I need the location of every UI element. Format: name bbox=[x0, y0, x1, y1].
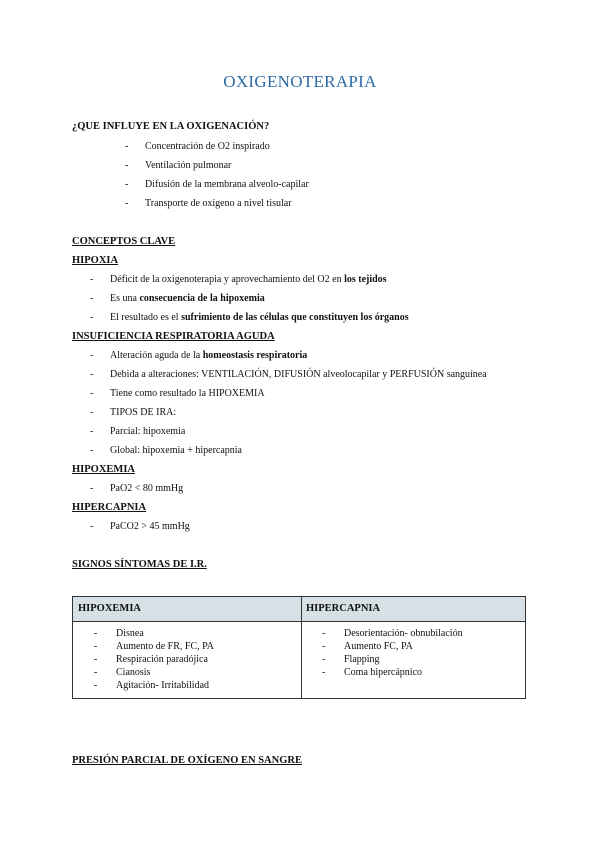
section-heading-signos: SIGNOS SÍNTOMAS DE I.R. bbox=[72, 559, 207, 570]
page-title: OXIGENOTERAPIA bbox=[223, 72, 377, 91]
table-divider bbox=[301, 597, 302, 698]
subheading-hipoxemia: HIPOXEMIA bbox=[72, 464, 135, 475]
list-item: - Alteración aguda de la homeostasis respiratoria bbox=[90, 350, 308, 361]
table-header-row bbox=[73, 597, 525, 622]
section-heading-oxigenacion: ¿QUE INFLUYE EN LA OXIGENACIÓN? bbox=[72, 121, 270, 132]
list-item: - Concentración de O2 inspirado bbox=[125, 141, 270, 152]
list-item: - TIPOS DE IRA: bbox=[90, 407, 177, 418]
table-cell-item: - Aumento de FR, FC, PA bbox=[94, 641, 214, 652]
subheading-hipoxia: HIPOXIA bbox=[72, 255, 119, 266]
section-heading-presion: PRESIÓN PARCIAL DE OXÍGENO EN SANGRE bbox=[72, 755, 302, 766]
table-header-hipercapnia: HIPERCAPNIA bbox=[306, 603, 381, 614]
list-item: - Déficit de la oxigenoterapia y aprovechamiento del O2 en los tejidos bbox=[90, 274, 387, 285]
table-cell-item: - Respiración paradójica bbox=[94, 654, 208, 665]
list-item: - Es una consecuencia de la hipoxemia bbox=[90, 293, 265, 304]
list-item: - Parcial: hipoxemia bbox=[90, 426, 186, 437]
symptoms-table bbox=[72, 596, 526, 699]
table-cell-item: - Agitación- Irritabilidad bbox=[94, 680, 210, 691]
list-item: - Debida a alteraciones: VENTILACIÓN, DIFUSIÓN alveolocapilar y PERFUSIÓN sanguínea bbox=[90, 369, 487, 380]
section-heading-conceptos: CONCEPTOS CLAVE bbox=[72, 236, 176, 247]
list-item: - Global: hipoxemia + hipercapnia bbox=[90, 445, 242, 456]
list-item: - El resultado es el sufrimiento de las células que constituyen los órganos bbox=[90, 312, 409, 323]
table-cell-item: - Cianosis bbox=[94, 667, 151, 678]
table-cell-item: - Coma hipercápnico bbox=[322, 667, 423, 678]
table-cell-item: - Aumento FC, PA bbox=[322, 641, 413, 652]
list-item: - PaCO2 > 45 mmHg bbox=[90, 521, 190, 532]
table-cell-item: - Disnea bbox=[94, 628, 144, 639]
list-item: - Tiene como resultado la HIPOXEMIA bbox=[90, 388, 265, 399]
list-item: - Transporte de oxígeno a nivel tisular bbox=[125, 198, 292, 209]
table-header-hipoxemia: HIPOXEMIA bbox=[78, 603, 141, 614]
table-cell-item: - Flapping bbox=[322, 654, 380, 665]
table-cell-item: - Desorientación- obnubilación bbox=[322, 628, 463, 639]
subheading-ira: INSUFICIENCIA RESPIRATORIA AGUDA bbox=[72, 331, 275, 342]
list-item: - Difusión de la membrana alveolo-capilar bbox=[125, 179, 309, 190]
list-item: - Ventilación pulmonar bbox=[125, 160, 232, 171]
subheading-hipercapnia: HIPERCAPNIA bbox=[72, 502, 147, 513]
list-item: - PaO2 < 80 mmHg bbox=[90, 483, 184, 494]
